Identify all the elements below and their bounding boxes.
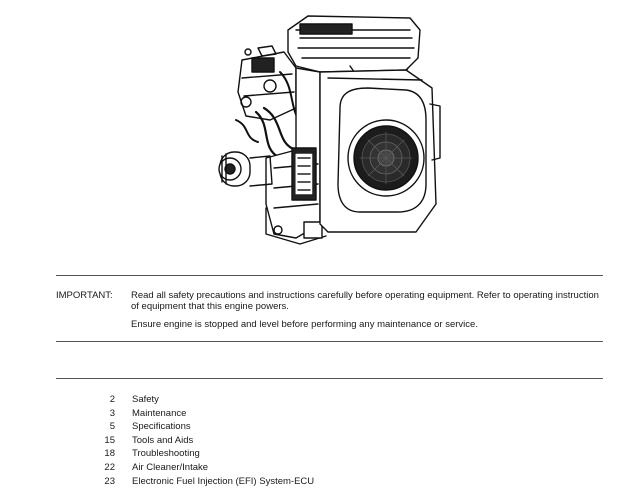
toc-page-number: 22 — [104, 461, 115, 473]
toc-page-number: 3 — [109, 407, 115, 419]
toc-title: Air Cleaner/Intake — [132, 461, 209, 473]
toc-page-number: 5 — [109, 421, 115, 433]
important-label: IMPORTANT: — [56, 290, 113, 301]
toc-row[interactable] — [0, 407, 640, 421]
toc-page-number: 15 — [104, 434, 115, 446]
toc-title: Troubleshooting — [132, 448, 200, 460]
toc-row[interactable] — [0, 461, 640, 475]
toc-title: Specifications — [132, 421, 191, 433]
toc-page-number: 23 — [104, 475, 115, 487]
important-paragraph-2: Ensure engine is stopped and level before performing any maintenance or service. — [131, 319, 478, 330]
toc-title: Electronic Fuel Injection (EFI) System-ECU — [132, 475, 315, 487]
toc-row[interactable] — [0, 434, 640, 448]
toc-title: Safety — [132, 394, 159, 405]
important-paragraph-1: Read all safety precautions and instructions carefully before operating equipment. Refer to operating instruction of equipment that this engine powers. — [131, 290, 599, 312]
important-text — [131, 290, 601, 337]
lower-rule — [56, 378, 603, 379]
middle-rule — [56, 341, 603, 342]
toc-row[interactable] — [0, 447, 640, 461]
toc-page-number: 2 — [109, 394, 115, 405]
toc-row[interactable] — [0, 420, 640, 434]
toc-page-number: 18 — [104, 448, 115, 460]
toc-row[interactable] — [0, 475, 640, 488]
engine-illustration — [200, 8, 460, 248]
top-rule — [56, 275, 603, 276]
table-of-contents — [0, 393, 640, 488]
toc-title: Tools and Aids — [132, 434, 194, 446]
toc-title: Maintenance — [132, 407, 187, 419]
toc-row[interactable] — [0, 393, 640, 407]
engine-drawing — [200, 8, 460, 248]
